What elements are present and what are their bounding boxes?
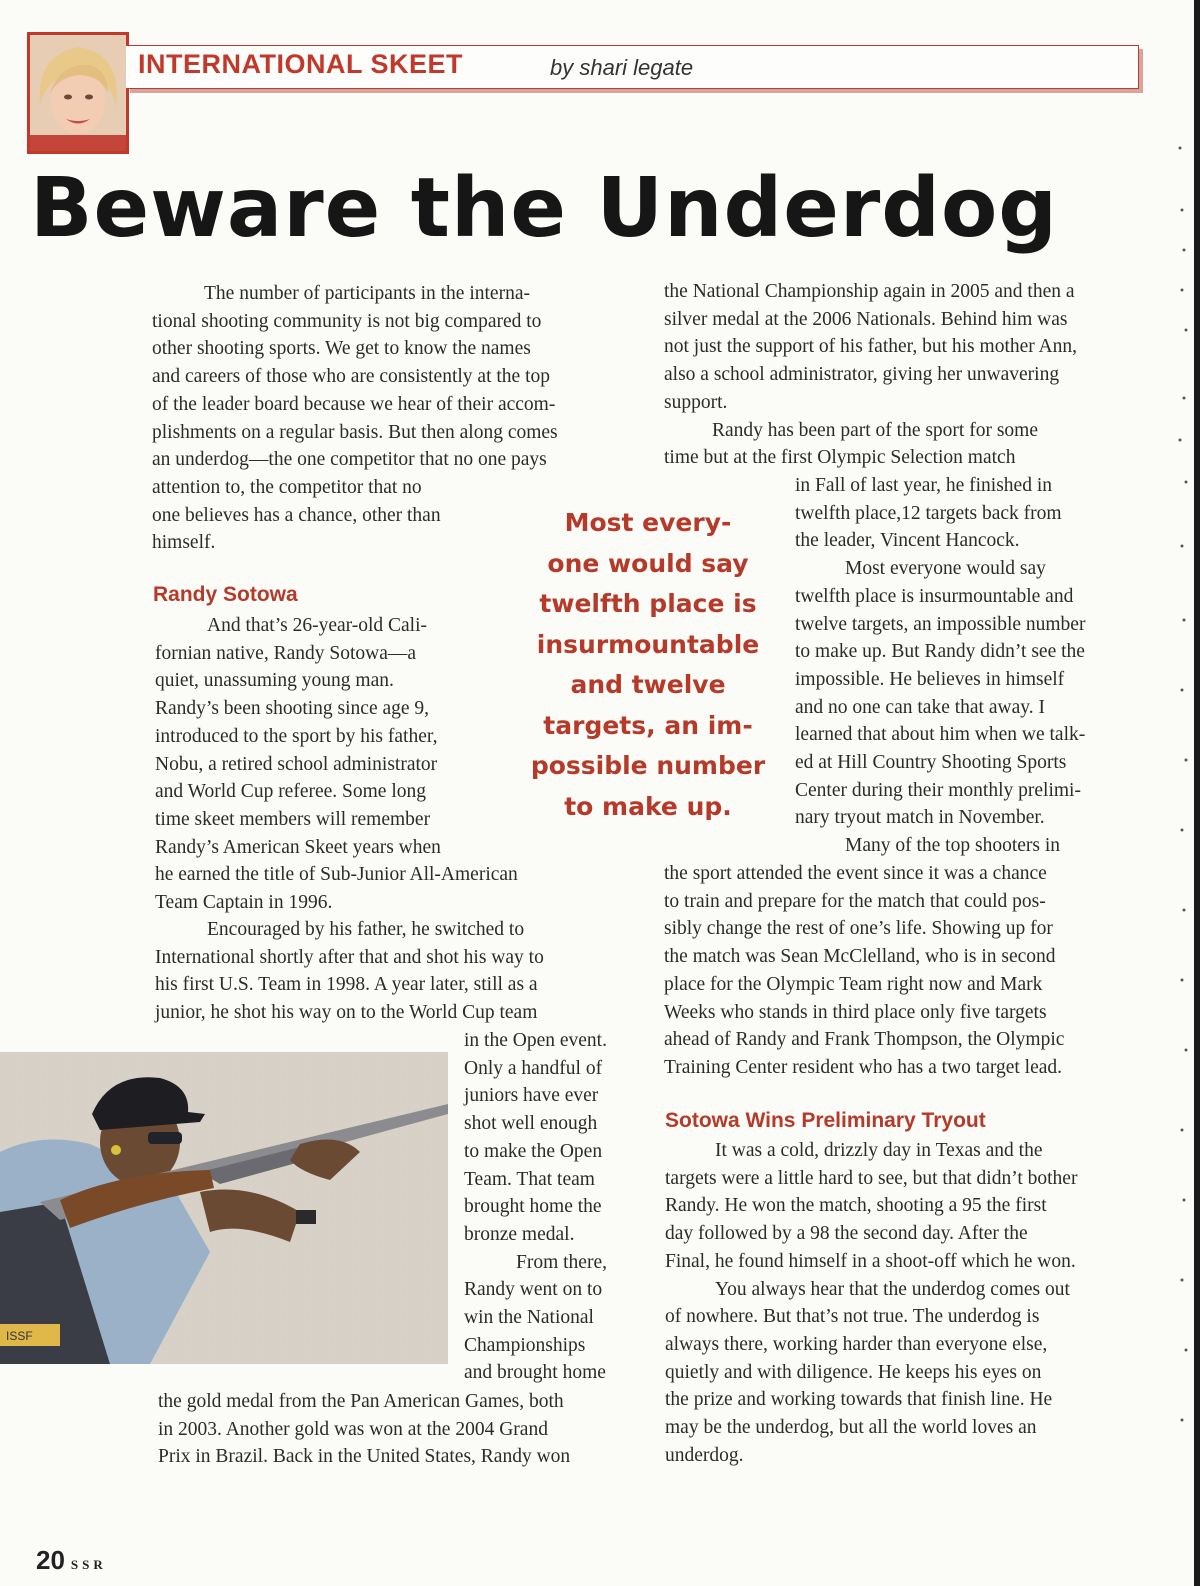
text-line: in 2003. Another gold was won at the 2004 Grand [158, 1418, 548, 1440]
text-line: place for the Olympic Team right now and Mark [664, 973, 1043, 995]
col1-beside-photo [464, 1027, 639, 1387]
text-line: to make the Open [464, 1140, 603, 1162]
text-line: ed at Hill Country Shooting Sports [795, 752, 1067, 774]
text-line: Team Captain in 1996. [155, 892, 333, 914]
column-title: INTERNATIONAL SKEET [138, 49, 464, 79]
text-line: time but at the first Olympic Selection match [664, 447, 1016, 469]
text-line: the sport attended the event since it was a chance [664, 863, 1047, 884]
pull-quote-line: Most every- [564, 508, 732, 537]
page-folio [36, 1545, 107, 1576]
text-line: twelve targets, an impossible number [795, 613, 1086, 635]
pull-quote-line: one would say [547, 548, 749, 578]
text-line: in Fall of last year, he finished in [795, 475, 1052, 496]
text-line: an underdog—the one competitor that no one pays [152, 449, 547, 471]
text-line: quiet, unassuming young man. [155, 670, 394, 692]
subhead-randy-sotowa: Randy Sotowa [153, 583, 298, 606]
pull-quote-line: insurmountable [536, 629, 760, 659]
text-line: the prize and working towards that finish line. He [665, 1389, 1053, 1411]
pull-quote-line: to make up. [564, 791, 732, 821]
text-line: of the leader board because we hear of their accom- [152, 393, 556, 415]
text-line: Final, he found himself in a shoot-off which he won. [665, 1250, 1076, 1272]
text-line: of nowhere. But that’s not true. The underdog is [665, 1306, 1040, 1328]
text-line: the match was Sean McClelland, who is in second [664, 946, 1056, 968]
text-line: bronze medal. [464, 1223, 575, 1245]
author-photo [27, 32, 129, 154]
text-line: silver medal at the 2006 Nationals. Behind him was [664, 308, 1068, 330]
text-line: underdog. [665, 1444, 744, 1466]
text-line: and World Cup referee. Some long [155, 781, 427, 803]
text-line: nary tryout match in November. [795, 807, 1045, 829]
col2-top [664, 278, 1149, 472]
pull-quote-line: twelfth place is [539, 589, 757, 618]
text-line: Only a handful of [464, 1057, 603, 1079]
col1-paragraph-3 [155, 916, 635, 1027]
text-line: It was a cold, drizzly day in Texas and the [715, 1140, 1043, 1161]
text-line: and brought home [464, 1362, 606, 1384]
text-line: attention to, the competitor that no [152, 476, 422, 498]
text-line: Randy has been part of the sport for some [712, 419, 1038, 441]
text-line: juniors have ever [464, 1085, 599, 1107]
text-line: support. [664, 391, 728, 413]
text-line: win the National [464, 1307, 594, 1329]
text-line: Training Center resident who has a two target lead. [664, 1056, 1063, 1078]
pull-quote-line: and twelve [570, 670, 726, 699]
text-line: plishments on a regular basis. But then along comes [152, 421, 558, 443]
text-line: learned that about him when we talk- [795, 724, 1086, 746]
text-line: other shooting sports. We get to know the names [152, 338, 531, 360]
text-line: introduced to the sport by his father, [155, 725, 438, 747]
text-line: Championships [464, 1334, 586, 1356]
text-line: quietly and with diligence. He keeps his eyes on [665, 1361, 1042, 1383]
text-line: ahead of Randy and Frank Thompson, the Olympic [664, 1029, 1065, 1051]
byline: by shari legate [550, 55, 694, 80]
text-line: impossible. He believes in himself [795, 668, 1065, 690]
text-line: shot well enough [464, 1113, 598, 1135]
text-line: and careers of those who are consistently at the top [152, 366, 550, 388]
text-line: to train and prepare for the match that could pos- [664, 890, 1046, 912]
column-header-bar [126, 45, 1139, 89]
col2-narrow [795, 472, 1140, 860]
text-line: he earned the title of Sub-Junior All-American [155, 864, 518, 886]
publication-name: SSR [70, 1557, 107, 1572]
pull-quote-line: targets, an im- [543, 710, 753, 740]
text-line: Nobu, a retired school administrator [155, 753, 438, 775]
text-line: not just the support of his father, but his mother Ann, [664, 336, 1078, 358]
text-line: Prix in Brazil. Back in the United States, Randy won [158, 1446, 571, 1468]
text-line: twelfth place,12 targets back from [795, 502, 1062, 524]
text-line: targets were a little hard to see, but that didn’t bother [665, 1167, 1078, 1189]
text-line: may be the underdog, but all the world loves an [665, 1417, 1037, 1439]
text-line: Randy. He won the match, shooting a 95 the first [665, 1195, 1047, 1217]
text-line: his first U.S. Team in 1998. A year later, still as a [155, 974, 538, 996]
text-line: Weeks who stands in third place only five targets [664, 1001, 1047, 1023]
text-line: one believes has a chance, other than [152, 504, 441, 526]
col1-bottom [158, 1388, 648, 1471]
text-line: the leader, Vincent Hancock. [795, 530, 1020, 552]
shooter-photo [0, 1052, 448, 1364]
col2-final [665, 1137, 1150, 1469]
text-line: Most everyone would say [845, 558, 1046, 580]
text-line: The number of participants in the interna- [204, 283, 530, 304]
text-line: junior, he shot his way on to the World Cup team [155, 1002, 538, 1024]
text-line: Team. That team [464, 1168, 595, 1190]
text-line: fornian native, Randy Sotowa—a [155, 642, 417, 664]
text-line: Encouraged by his father, he switched to [207, 919, 525, 940]
text-line: in the Open event. [464, 1030, 607, 1051]
text-line: the National Championship again in 2005 and then a [664, 281, 1075, 302]
text-line: day followed by a 98 the second day. After the [665, 1223, 1028, 1245]
pull-quote-line: possible number [530, 751, 766, 780]
text-line: brought home the [464, 1196, 602, 1218]
issf-badge-text: ISSF [6, 1329, 33, 1343]
text-line: twelfth place is insurmountable and [795, 585, 1074, 607]
text-line: Center during their monthly prelimi- [795, 779, 1081, 801]
text-line: the gold medal from the Pan American Games, both [158, 1391, 564, 1412]
text-line: to make up. But Randy didn’t see the [795, 641, 1085, 663]
page-number: 20 [36, 1545, 65, 1575]
text-line: always there, working harder than everyone else, [665, 1333, 1048, 1355]
text-line: From there, [516, 1251, 607, 1273]
text-line: International shortly after that and shot his way to [155, 946, 544, 968]
headline: Beware the Underdog [30, 161, 1058, 256]
text-line: You always hear that the underdog comes out [715, 1278, 1070, 1300]
text-line: also a school administrator, giving her unwavering [664, 364, 1060, 386]
page-edge [1170, 0, 1200, 1586]
text-line: Many of the top shooters in [845, 835, 1061, 857]
text-line: Randy went on to [464, 1279, 603, 1301]
text-line: tional shooting community is not big compared to [152, 310, 542, 332]
text-line: time skeet members will remember [155, 808, 431, 830]
text-line: himself. [152, 532, 216, 554]
pull-quote [520, 503, 776, 827]
text-line: Randy’s American Skeet years when [155, 836, 441, 858]
col2-paragraph-4 [664, 860, 1149, 1082]
text-line: and no one can take that away. I [795, 696, 1045, 718]
text-line: And that’s 26-year-old Cali- [207, 615, 428, 636]
text-line: Randy’s been shooting since age 9, [155, 698, 430, 720]
subhead-sotowa-wins: Sotowa Wins Preliminary Tryout [665, 1109, 986, 1132]
text-line: sibly change the rest of one’s life. Showing up for [664, 918, 1053, 940]
